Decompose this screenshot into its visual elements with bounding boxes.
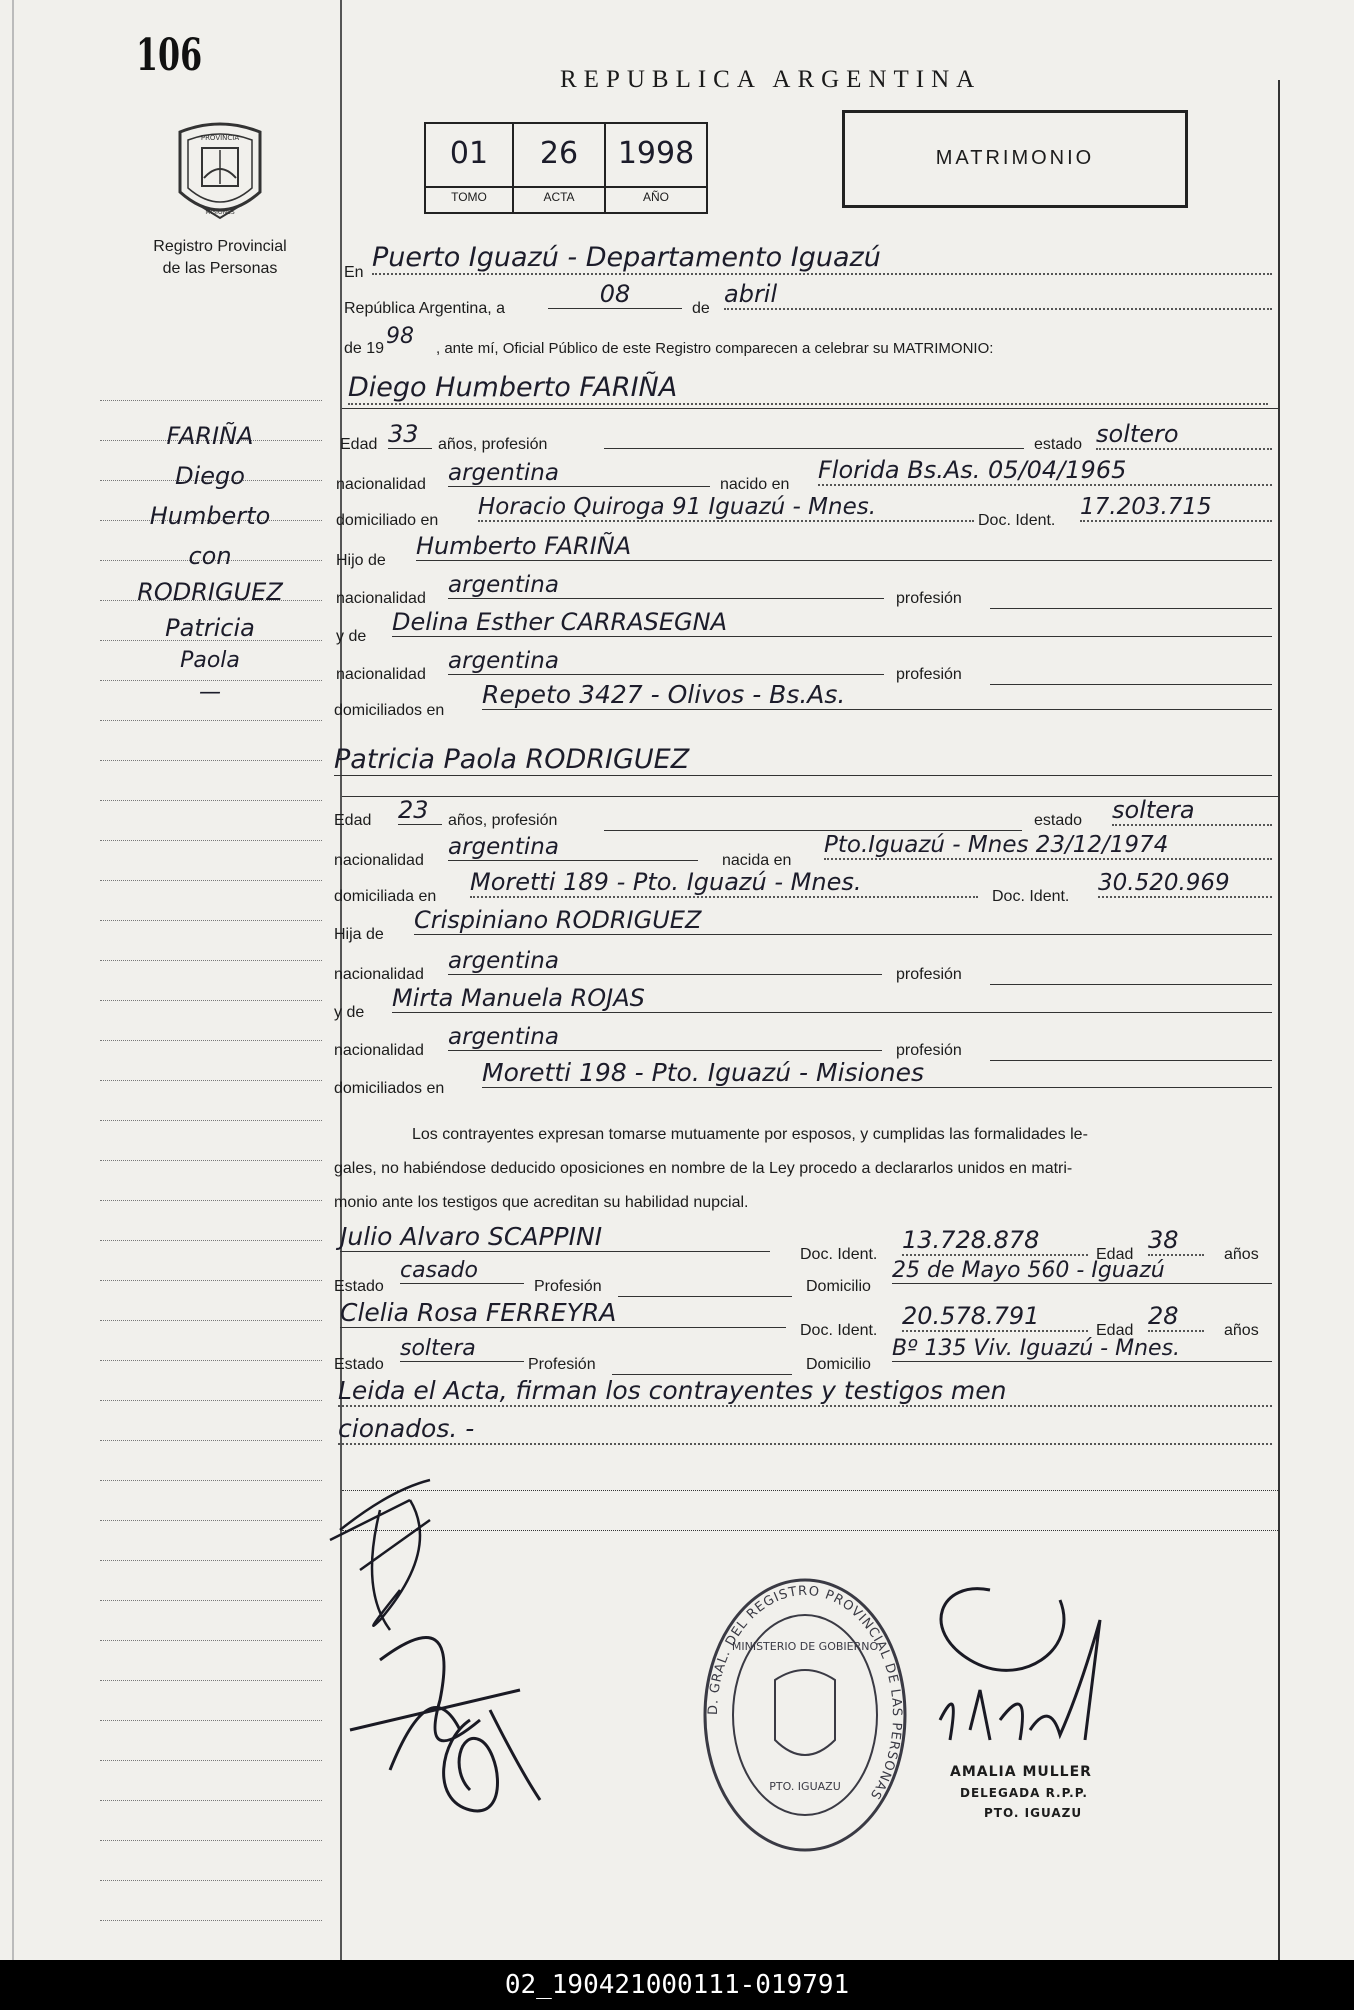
de-label: de [692, 300, 710, 317]
stamp-bottom-text: PTO. IGUAZU [769, 1780, 841, 1793]
groom-mother-nationality: argentina [448, 648, 884, 675]
bride-birthplace-label: nacida en [722, 852, 792, 869]
margin-note-line: Diego [175, 462, 245, 490]
groom-status: soltero [1096, 420, 1272, 450]
witness2-anos-label: años [1224, 1322, 1259, 1339]
page-edge [12, 0, 14, 1960]
witness2-age: 28 [1148, 1302, 1204, 1332]
republica-label: República Argentina, a [344, 300, 505, 317]
witness2-doc-label: Doc. Ident. [800, 1322, 878, 1339]
bride-mother: Mirta Manuela ROJAS [392, 984, 1272, 1013]
margin-note-line: Humberto [149, 502, 271, 530]
bride-father: Crispiniano RODRIGUEZ [414, 906, 1272, 935]
witness2-doc: 20.578.791 [902, 1302, 1088, 1332]
declaration-line: gales, no habiéndose deducido oposiciones en nombre de la Ley procedo a declararlos unidos en matri- [334, 1160, 1073, 1177]
margin-note-line: — [199, 680, 221, 705]
year-suffix: 98 [386, 324, 414, 349]
groom-name: Diego Humberto FARIÑA [348, 372, 1268, 405]
bride-parents-address-label: domiciliados en [334, 1080, 445, 1097]
groom-age: 33 [388, 420, 432, 449]
witness1-doc: 13.728.878 [902, 1226, 1088, 1256]
official-signature [880, 1570, 1140, 1770]
seal-text-bottom: MISIONES [205, 209, 235, 216]
groom-parents-address-label: domiciliados en [334, 702, 445, 719]
witness2-status: soltera [400, 1336, 524, 1362]
bride-father-nat-label: nacionalidad [334, 966, 424, 983]
witness2-address: Bº 135 Viv. Iguazú - Mnes. [892, 1336, 1272, 1362]
place-value: Puerto Iguazú - Departamento Iguazú [372, 242, 1272, 275]
bride-age-label: Edad [334, 812, 372, 829]
groom-mother: Delina Esther CARRASEGNA [392, 608, 1272, 637]
record-type: MATRIMONIO [935, 147, 1095, 169]
official-name: AMALIA MULLER [950, 1764, 1092, 1780]
declaration-line: monio ante los testigos que acreditan su habilidad nupcial. [334, 1194, 749, 1211]
margin-note-line: Patricia [165, 614, 255, 642]
groom-father: Humberto FARIÑA [416, 532, 1272, 561]
witness2-name: Clelia Rosa FERREYRA [340, 1298, 786, 1328]
groom-doc: 17.203.715 [1080, 494, 1272, 522]
witness1-doc-label: Doc. Ident. [800, 1246, 878, 1263]
groom-address-label: domiciliado en [336, 512, 439, 529]
witness2-profession-label: Profesión [528, 1356, 596, 1373]
witness2-address-label: Domicilio [806, 1356, 871, 1373]
groom-nationality-label: nacionalidad [336, 476, 426, 493]
margin-note-line: con [188, 542, 232, 570]
margin-note-line: RODRIGUEZ [137, 578, 283, 606]
groom-address: Horacio Quiroga 91 Iguazú - Mnes. [478, 494, 974, 522]
witness1-profession-label: Profesión [534, 1278, 602, 1295]
margin-note-line: FARIÑA [166, 422, 254, 450]
provincial-seal-icon [170, 118, 270, 226]
groom-birthplace: Florida Bs.As. 05/04/1965 [818, 456, 1272, 486]
official-title: DELEGADA R.P.P. [960, 1786, 1088, 1800]
bride-status-label: estado [1034, 812, 1083, 829]
record-number-box [424, 122, 708, 214]
year-prefix: de 19 [344, 340, 385, 357]
witness1-address: 25 de Mayo 560 - Iguazú [892, 1258, 1272, 1284]
seal-text-top: PROVINCIA [200, 134, 240, 142]
record-type-box [842, 110, 1188, 208]
page-number: 106 [136, 30, 203, 81]
acta-value: 26 [539, 136, 579, 171]
bride-mother-prof-label: profesión [896, 1042, 962, 1059]
witness2-status-label: Estado [334, 1356, 384, 1373]
bride-status: soltera [1112, 796, 1272, 826]
witness2-profession-line [612, 1356, 792, 1375]
bride-father-profession-line [990, 966, 1272, 985]
bride-father-nationality: argentina [448, 948, 882, 975]
groom-mother-label: y de [336, 628, 367, 645]
official-place: PTO. IGUAZU [984, 1806, 1083, 1820]
party-signatures [320, 1470, 600, 1850]
bride-mother-label: y de [334, 1004, 365, 1021]
groom-profession-label: años, profesión [438, 436, 548, 453]
registry-line2: de las Personas [162, 260, 278, 277]
witness1-profession-line [618, 1278, 792, 1297]
bride-doc: 30.520.969 [1098, 870, 1272, 898]
bride-mother-nationality: argentina [448, 1024, 882, 1051]
bride-doc-label: Doc. Ident. [992, 888, 1070, 905]
month-value: abril [724, 280, 1272, 310]
statement-text: , ante mí, Oficial Público de este Registro comparecen a celebrar su MATRIMONIO: [436, 340, 994, 357]
bride-profession-label: años, profesión [448, 812, 558, 829]
closing-line: Leida el Acta, firman los contrayentes y testigos men [338, 1376, 1272, 1407]
groom-father-profession-line [990, 590, 1272, 609]
bride-age: 23 [398, 796, 442, 825]
groom-doc-label: Doc. Ident. [978, 512, 1056, 529]
groom-father-nationality: argentina [448, 572, 884, 599]
declaration-line: Los contrayentes expresan tomarse mutuamente por esposos, y cumplidas las formalidades le- [412, 1126, 1088, 1143]
stamp-ring-text: D. GRAL. DEL REGISTRO PROVINCIAL DE LAS PERSONAS [705, 1583, 905, 1803]
en-label: En [344, 264, 364, 281]
groom-birthplace-label: nacido en [720, 476, 790, 493]
groom-status-label: estado [1034, 436, 1083, 453]
bride-address: Moretti 189 - Pto. Iguazú - Mnes. [470, 868, 978, 898]
bride-parents-address: Moretti 198 - Pto. Iguazú - Misiones [482, 1058, 1272, 1088]
bride-nationality: argentina [448, 834, 698, 861]
margin-note-line: Paola [180, 648, 240, 673]
country-title: REPUBLICA ARGENTINA [560, 66, 982, 93]
bride-birthplace: Pto.Iguazú - Mnes 23/12/1974 [824, 832, 1272, 860]
tomo-value: 01 [449, 136, 489, 171]
bride-name: Patricia Paola RODRIGUEZ [334, 744, 1272, 776]
official-stamp [700, 1570, 910, 1860]
registry-line1: Registro Provincial [153, 238, 287, 255]
groom-father-nat-label: nacionalidad [336, 590, 426, 607]
stamp-inner-text: MINISTERIO DE GOBIERNO [731, 1640, 879, 1653]
witness1-name: Julio Alvaro SCAPPINI [340, 1222, 770, 1252]
closing-line: cionados. - [338, 1414, 1272, 1445]
witness1-status: casado [400, 1258, 524, 1284]
witness1-anos-label: años [1224, 1246, 1259, 1263]
bride-father-label: Hija de [334, 926, 384, 943]
witness1-age: 38 [1148, 1226, 1204, 1256]
bride-address-label: domiciliada en [334, 888, 437, 905]
witness1-age-label: Edad [1096, 1246, 1134, 1263]
groom-mother-prof-label: profesión [896, 666, 962, 683]
ano-label: AÑO [642, 190, 669, 204]
bride-mother-nat-label: nacionalidad [334, 1042, 424, 1059]
groom-nationality: argentina [448, 460, 710, 487]
tomo-label: TOMO [451, 190, 487, 204]
bride-profession-line [604, 812, 1022, 831]
groom-mother-nat-label: nacionalidad [336, 666, 426, 683]
groom-profession [604, 420, 1024, 449]
day-value: 08 [548, 280, 682, 309]
witness1-status-label: Estado [334, 1278, 384, 1295]
witness1-address-label: Domicilio [806, 1278, 871, 1295]
groom-father-label: Hijo de [336, 552, 386, 569]
bride-father-prof-label: profesión [896, 966, 962, 983]
groom-parents-address: Repeto 3427 - Olivos - Bs.As. [482, 680, 1272, 710]
right-border [1278, 80, 1280, 1960]
bride-nationality-label: nacionalidad [334, 852, 424, 869]
file-id-caption: 02_190421000111-019791 [0, 1960, 1354, 2010]
groom-age-label: Edad [340, 436, 378, 453]
witness2-age-label: Edad [1096, 1322, 1134, 1339]
groom-father-prof-label: profesión [896, 590, 962, 607]
ano-value: 1998 [617, 136, 695, 171]
acta-label: ACTA [543, 190, 575, 204]
